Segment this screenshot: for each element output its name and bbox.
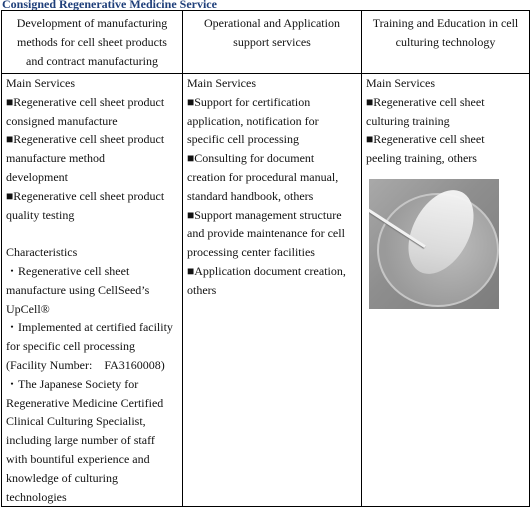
text-line: ■Consulting for document bbox=[187, 151, 315, 166]
text-line: for specific cell processing bbox=[6, 339, 135, 354]
text-line: ■Regenerative cell sheet bbox=[366, 132, 485, 147]
text-line: knowledge of culturing bbox=[6, 470, 118, 485]
text-line: Characteristics bbox=[6, 245, 78, 260]
text-line: quality testing bbox=[6, 207, 75, 222]
support-cell bbox=[183, 74, 362, 507]
training-cell bbox=[362, 74, 530, 507]
header-line: Development of manufacturing bbox=[16, 16, 168, 30]
header-line: Training and Education in cell bbox=[372, 16, 519, 30]
header-line: methods for cell sheet products bbox=[17, 34, 167, 49]
text-line: (Facility Number: FA3160008) bbox=[6, 357, 165, 372]
text-line: consigned manufacture bbox=[6, 113, 118, 128]
section-title: Consigned Regenerative Medicine Service bbox=[2, 0, 217, 11]
text-line: application, notification for bbox=[187, 113, 319, 128]
text-line: ■Regenerative cell sheet bbox=[366, 94, 485, 109]
text-line: ・Regenerative cell sheet bbox=[6, 263, 130, 278]
text-line: Regenerative Medicine Certified bbox=[6, 395, 164, 410]
text-line: Clinical Culturing Specialist, bbox=[6, 414, 146, 429]
services-table bbox=[1, 10, 530, 507]
header-line: and contract manufacturing bbox=[26, 53, 158, 68]
text-line: development bbox=[6, 169, 68, 184]
text-line: technologies bbox=[6, 489, 67, 504]
manufacturing-cell bbox=[2, 74, 183, 507]
text-line: with bountiful experience and bbox=[6, 451, 150, 466]
text-line: including large number of staff bbox=[6, 433, 155, 448]
text-line: culturing training bbox=[366, 113, 450, 128]
text-line: processing center facilities bbox=[187, 245, 315, 260]
text-line: creation for procedural manual, bbox=[187, 169, 339, 184]
text-line: standard handbook, others bbox=[187, 188, 314, 203]
text-line: ■Application document creation, bbox=[187, 263, 346, 278]
header-line: Operational and Application bbox=[204, 16, 340, 30]
header-line: culturing technology bbox=[395, 34, 496, 49]
text-line: ■Regenerative cell sheet product bbox=[6, 188, 165, 203]
text-line: UpCell® bbox=[6, 301, 50, 316]
text-line: ■Support management structure bbox=[187, 207, 342, 222]
text-line: Main Services bbox=[187, 76, 256, 90]
header-line: support services bbox=[233, 34, 311, 49]
header-cell-training bbox=[362, 11, 530, 74]
text-line: ・The Japanese Society for bbox=[6, 376, 139, 391]
text-line: and provide maintenance for cell bbox=[187, 226, 345, 241]
text-line: ・Implemented at certified facility bbox=[6, 320, 173, 335]
text-line: ■Support for certification bbox=[187, 94, 311, 109]
text-line: specific cell processing bbox=[187, 132, 299, 147]
text-line: ■Regenerative cell sheet product bbox=[6, 94, 165, 109]
text-line: ■Regenerative cell sheet product bbox=[6, 132, 165, 147]
header-row bbox=[2, 11, 530, 74]
header-cell-support bbox=[183, 11, 362, 74]
text-line: manufacture method bbox=[6, 151, 105, 166]
text-line: Main Services bbox=[366, 76, 435, 90]
header-cell-manufacturing bbox=[2, 11, 183, 74]
body-row bbox=[2, 74, 530, 507]
cell-sheet-photo bbox=[369, 179, 499, 309]
spacer bbox=[6, 224, 178, 243]
text-line: peeling training, others bbox=[366, 151, 477, 166]
text-line: others bbox=[187, 282, 217, 297]
text-line: manufacture using CellSeed’s bbox=[6, 282, 150, 297]
text-line: Main Services bbox=[6, 76, 75, 90]
